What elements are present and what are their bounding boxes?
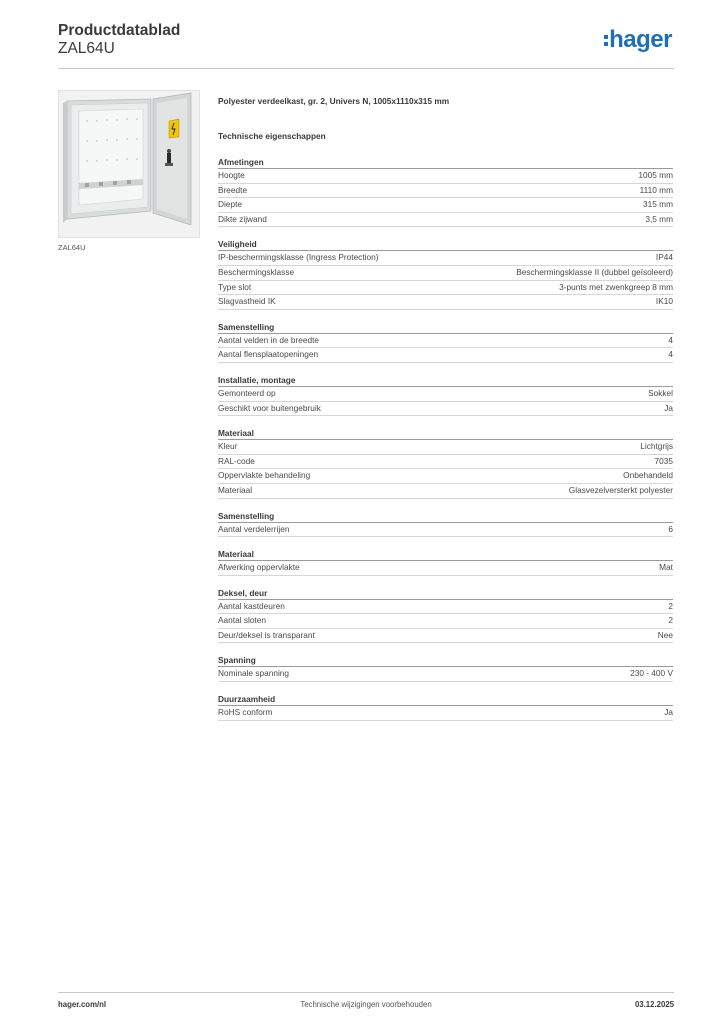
section-title: Duurzaamheid — [218, 693, 673, 706]
spec-value: 1005 mm — [638, 170, 673, 180]
page-footer — [58, 992, 674, 1017]
spec-section — [218, 427, 673, 498]
page-title: Productdatablad — [58, 22, 181, 39]
logo-text: hager — [609, 26, 672, 53]
spec-label: IP-beschermingsklasse (Ingress Protection) — [218, 252, 379, 263]
spec-value: Onbehandeld — [623, 470, 673, 481]
section-title: Materiaal — [218, 427, 673, 440]
spec-row — [218, 213, 673, 228]
spec-row — [218, 387, 673, 402]
spec-label: Aantal kastdeuren — [218, 600, 285, 611]
spec-row — [218, 198, 673, 213]
hager-logo — [604, 26, 672, 54]
spec-label: Slagvastheid IK — [218, 296, 276, 307]
spec-value: 6 — [668, 523, 673, 534]
spec-label: Diepte — [218, 199, 242, 210]
spec-row — [218, 469, 673, 484]
spec-value: 2 — [668, 600, 673, 611]
spec-label: RAL-code — [218, 455, 255, 466]
spec-value: IP44 — [655, 252, 673, 263]
spec-value: Nee — [657, 629, 673, 640]
product-image — [58, 90, 200, 238]
section-title: Veiligheid — [218, 238, 673, 251]
spec-label: Breedte — [218, 184, 248, 195]
spec-section — [218, 238, 673, 309]
footer-website: hager.com/nl — [58, 1000, 107, 1009]
spec-value: IK10 — [655, 296, 673, 307]
spec-label: Geschikt voor buitengebruik — [218, 402, 321, 413]
spec-value: 2 — [668, 615, 673, 626]
spec-value: Beschermingsklasse II (dubbel geïsoleerd) — [516, 266, 673, 277]
spec-section — [218, 321, 673, 363]
spec-row — [218, 455, 673, 470]
section-title: Afmetingen — [218, 156, 673, 169]
spec-row — [218, 266, 673, 281]
spec-row — [218, 667, 673, 682]
spec-value: Mat — [659, 562, 673, 573]
spec-value: 1110 mm — [639, 184, 673, 195]
page-header — [58, 22, 674, 69]
spec-row — [218, 561, 673, 576]
spec-row — [218, 251, 673, 266]
spec-label: Deur/deksel is transparant — [218, 629, 315, 640]
spec-value: Sokkel — [648, 387, 673, 398]
spec-label: Hoogte — [218, 170, 245, 180]
spec-row — [218, 334, 673, 349]
spec-value: 230 - 400 V — [630, 668, 673, 679]
footer-date: 03.12.2025 — [634, 1000, 674, 1009]
spec-value: 3-punts met zwenkgreep 8 mm — [559, 281, 673, 292]
spec-label: Type slot — [218, 281, 252, 292]
spec-label: Beschermingsklasse — [218, 266, 295, 277]
spec-value: Glasvezelversterkt polyester — [568, 484, 673, 495]
spec-row — [218, 402, 673, 417]
product-code: ZAL64U — [58, 40, 115, 57]
spec-row — [218, 184, 673, 199]
spec-section — [218, 693, 673, 721]
spec-value: Ja — [664, 402, 673, 413]
spec-label: RoHS conform — [218, 707, 273, 718]
spec-section — [218, 587, 673, 644]
spec-label: Materiaal — [218, 484, 253, 495]
spec-row — [218, 629, 673, 644]
spec-label: Gemonteerd op — [218, 387, 276, 398]
spec-section — [218, 374, 673, 416]
distribution-cabinet-icon — [59, 91, 199, 237]
spec-label: Aantal velden in de breedte — [218, 334, 320, 345]
section-title: Samenstelling — [218, 510, 673, 523]
footer-disclaimer: Technische wijzigingen voorbehouden — [300, 1000, 432, 1009]
spec-section — [218, 156, 673, 227]
spec-content — [218, 96, 673, 721]
spec-value: Lichtgrijs — [640, 441, 673, 452]
spec-section — [218, 548, 673, 576]
spec-section — [218, 654, 673, 682]
spec-label: Afwerking oppervlakte — [218, 562, 300, 573]
section-title: Samenstelling — [218, 321, 673, 334]
product-description: Polyester verdeelkast, gr. 2, Univers N, 1005x1110x315 mm — [218, 96, 450, 106]
technical-properties-heading: Technische eigenschappen — [218, 131, 326, 141]
logo-dots-icon — [604, 32, 608, 48]
spec-value: 4 — [668, 349, 673, 360]
spec-row — [218, 523, 673, 538]
spec-value: 4 — [668, 334, 673, 345]
spec-value: 3,5 mm — [645, 213, 673, 224]
spec-row — [218, 169, 673, 184]
spec-row — [218, 484, 673, 499]
spec-row — [218, 440, 673, 455]
section-title: Spanning — [218, 654, 673, 667]
spec-label: Dikte zijwand — [218, 213, 267, 224]
spec-label: Aantal flensplaatopeningen — [218, 349, 319, 360]
spec-label: Oppervlakte behandeling — [218, 470, 311, 481]
spec-value: 7035 — [654, 455, 673, 466]
spec-row — [218, 614, 673, 629]
section-title: Installatie, montage — [218, 374, 673, 387]
spec-section — [218, 510, 673, 538]
section-title: Deksel, deur — [218, 587, 673, 600]
spec-row — [218, 348, 673, 363]
section-title: Materiaal — [218, 548, 673, 561]
spec-row — [218, 295, 673, 310]
spec-row — [218, 706, 673, 721]
spec-row — [218, 281, 673, 296]
spec-label: Kleur — [218, 441, 238, 452]
spec-value: 315 mm — [643, 199, 673, 210]
spec-label: Aantal verdelerrijen — [218, 523, 290, 534]
spec-label: Nominale spanning — [218, 668, 290, 679]
spec-sections — [218, 156, 673, 721]
spec-value: Ja — [664, 707, 673, 718]
spec-label: Aantal sloten — [218, 615, 266, 626]
spec-row — [218, 600, 673, 615]
image-caption: ZAL64U — [58, 243, 86, 252]
